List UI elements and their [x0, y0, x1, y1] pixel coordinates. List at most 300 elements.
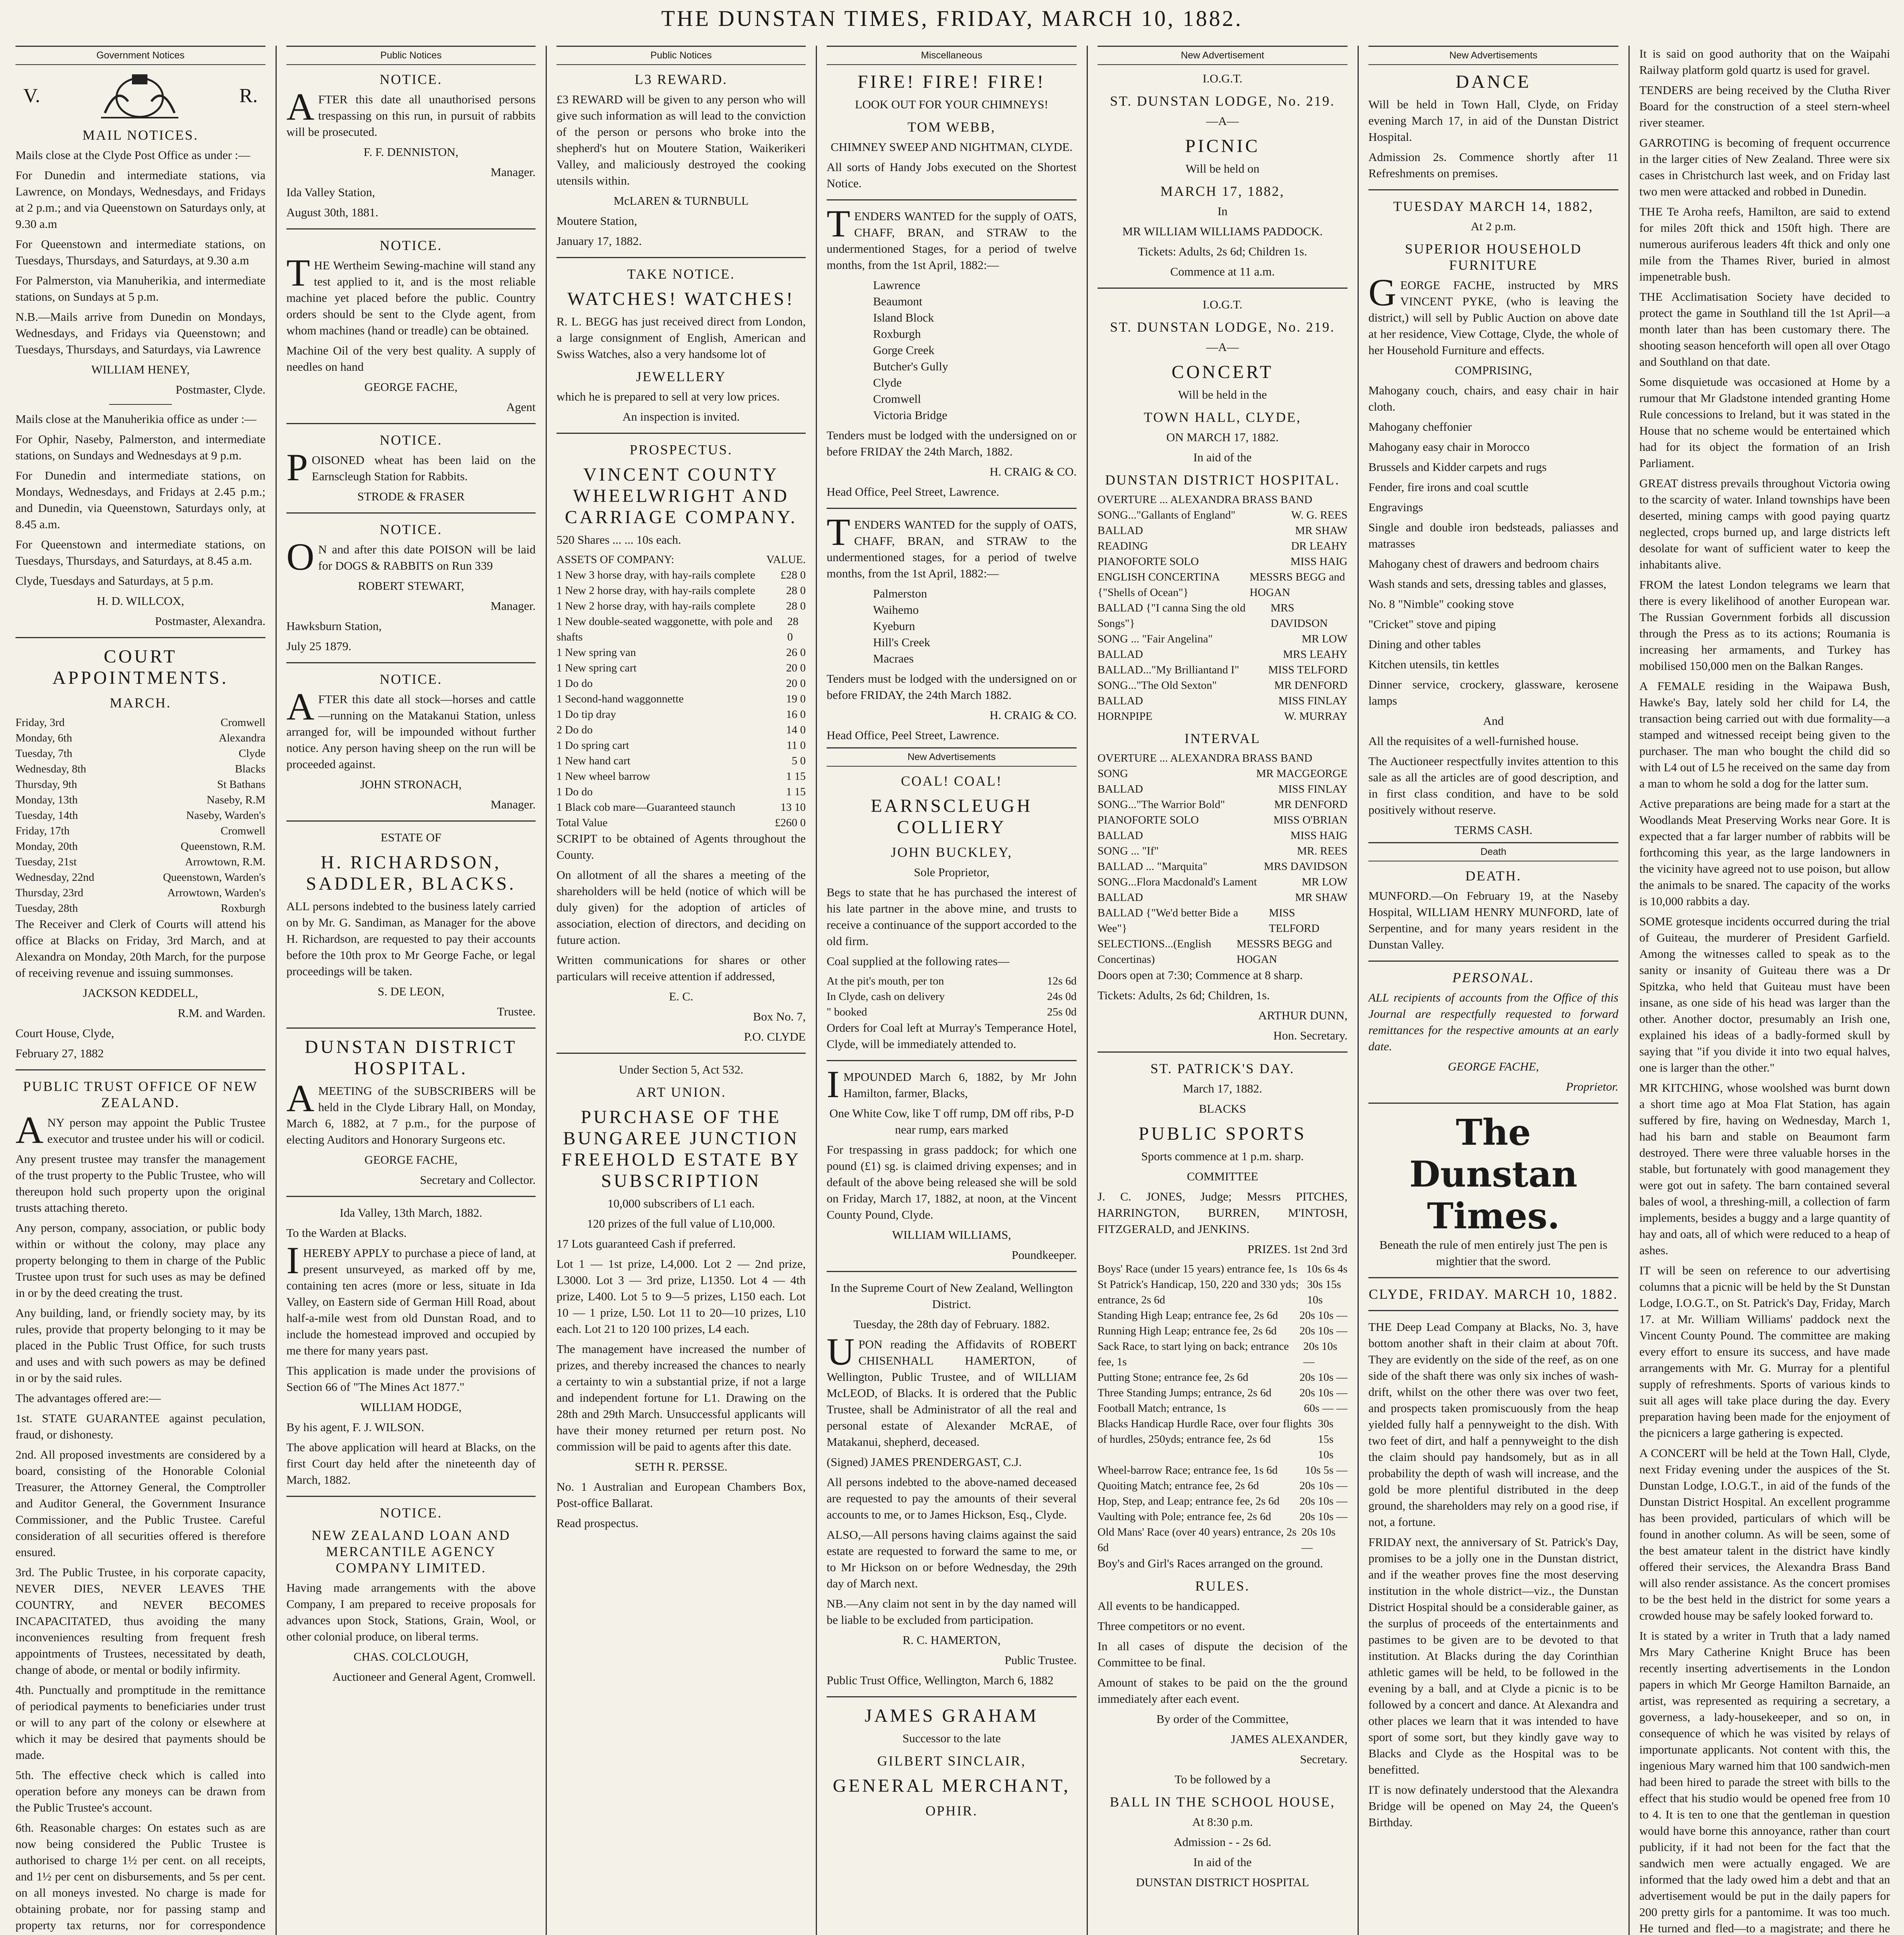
order-name: I.O.G.T.: [1202, 298, 1243, 311]
list-item: Engravings: [1368, 500, 1423, 514]
sports-event: Running High Leap; entrance fee, 2s 6d 20s 10s —: [1098, 1325, 1348, 1337]
art-union-heading: ART UNION.: [636, 1084, 726, 1100]
notice-heading: NOTICE.: [380, 238, 442, 253]
divider: [827, 508, 1077, 509]
paragraph: R. L. BEGG has just received direct from London, a large consignment of English, American and Swiss Watches, also a very handsome lot of: [556, 315, 806, 361]
divider: [827, 1271, 1077, 1272]
sports-event: Football Match; entrance, 1s 60s — —: [1098, 1402, 1348, 1414]
news-paragraph: A CONCERT will be held at the Town Hall, Clyde, next Friday evening under the auspices of the St. Dunstan Lodge, I.O.G.T., in aid of the funds of the Dunstan District Hospital. An excellent programme has been provided, particulars of which will be found in another column. As will be seen, some of the best amateur talent in the district have kindly offered their services, the Alexandra Brass Band will also render assistance. As the concert promises to be the best held in the district for some years a crowded house may be safely looked forward to.: [1639, 1446, 1890, 1622]
list-item: Butcher's Gully: [873, 360, 949, 373]
list-item: Gorge Creek: [873, 343, 935, 357]
court-row: Tuesday, 7th Clyde: [15, 747, 265, 760]
asset-row: 2 Do do 14 0: [556, 724, 806, 736]
divider: [15, 1069, 265, 1070]
signed: (Signed) JAMES PRENDERGAST, C.J.: [827, 1455, 1022, 1469]
proprietor-role: Sole Proprietor,: [914, 865, 990, 879]
signature-title: Manager.: [490, 798, 536, 811]
paragraph: The management have increased the number of prizes, and thereby increased the chances to nearly a certainty to win a substantial prize, if not a large and independent fortune for L1. Drawing on the 28th and 29th March. Unsuccessful applicants will have their money returned per return post. No commission will be paid to agents after this date.: [556, 1342, 806, 1453]
court-row: Monday, 6th Alexandra: [15, 732, 265, 744]
date: January 17, 1882.: [556, 234, 642, 248]
signature-title: Poundkeeper.: [1012, 1248, 1077, 1262]
list-item: Dining and other tables: [1368, 637, 1481, 651]
list-item: Victoria Bridge: [873, 408, 947, 422]
list-item: Macraes: [873, 652, 914, 665]
admission: Admission 2s. Commence shortly after 11 Refreshments on premises.: [1368, 150, 1618, 180]
paragraph: In aid of the: [1193, 450, 1252, 464]
picnic-heading: PICNIC: [1185, 136, 1260, 156]
royal-crest: [23, 70, 258, 121]
shares: 520 Shares ... ... 10s each.: [556, 533, 681, 546]
place: Hawksburn Station,: [286, 619, 382, 633]
divider: [827, 1696, 1077, 1697]
paragraph: £3 REWARD will be given to any person who will give such information as will lead to the conviction of the person or persons who broke into the shepherd's hut on Moutere Station, Waikerikeri Valley, and maliciously destroyed the cooking utensils within.: [556, 92, 806, 187]
paragraph: For trespassing in grass paddock; for which one pound (£1) sg. is claimed driving expenses; and in default of the above being released she will be sold on Friday, March 17, 1882, at noon, at the Vincent County Pound, Clyde.: [827, 1143, 1077, 1221]
asset-row: 1 New hand cart 5 0: [556, 755, 806, 767]
programme-part-2: [1098, 750, 1348, 967]
rule: Three competitors or no event.: [1098, 1619, 1245, 1633]
list-item: Mahogany chest of drawers and bedroom chairs: [1368, 557, 1599, 570]
hospital-name: DUNSTAN DISTRICT HOSPITAL: [1136, 1875, 1309, 1889]
signature-title: Manager.: [490, 165, 536, 179]
address: P.O. CLYDE: [744, 1030, 806, 1043]
list-item: Fender, fire irons and coal scuttle: [1368, 480, 1529, 494]
paragraph: For Queenstown and intermediate stations, on Tuesdays, Thursdays, and Saturdays, at 9.30 a.m: [15, 237, 265, 267]
admission: Admission - - 2s 6d.: [1173, 1835, 1272, 1849]
fire-heading: FIRE! FIRE! FIRE!: [858, 72, 1046, 92]
asset-row: 1 New spring cart 20 0: [556, 662, 806, 674]
news-paragraph: Active preparations are being made for a start at the Woodlands Meat Preserving Works near Gore. It is expected that a far larger number of rabbits will be forthcoming this year, as the large landowners in the vicinity have agreed not to use poison, but allow the animals to be snared. The capacity of the works is 10,000 rabbits a day.: [1639, 797, 1890, 908]
notice-heading: NOTICE.: [380, 671, 442, 687]
news-paragraph: GREAT distress prevails throughout Victoria owing to the scarcity of water. Inland townships have been deserted, mining camps with good paying quartz neglected, crops burned up, and large districts left desolate for want of sufficient water to keep the inhabitants alive.: [1639, 476, 1890, 571]
sweep-name: TOM WEBB,: [907, 119, 996, 135]
paragraph: Having made arrangements with the above Company, I am prepared to receive proposals for advances upon Stock, Stations, Grain, Wool, or other colonial produce, on liberal terms.: [286, 1581, 536, 1643]
place: BLACKS: [1199, 1102, 1247, 1115]
signature-title: Public Trustee.: [1004, 1653, 1077, 1667]
divider: [1368, 961, 1618, 962]
court-row: Monday, 13th Naseby, R.M: [15, 794, 265, 806]
trust-heading: PUBLIC TRUST OFFICE OF NEW ZEALAND.: [23, 1079, 258, 1110]
st-patricks-heading: ST. PATRICK'S DAY.: [1150, 1061, 1295, 1076]
paragraph: All sorts of Handy Jobs executed on the Shortest Notice.: [827, 160, 1077, 190]
paragraph: ALL persons indebted to the business lately carried on by Mr. G. Sandiman, as Manager for the above H. Richardson, are requested to pay their accounts before the 10th prox to Mr George Fache, or legal proceedings will be taken.: [286, 899, 536, 978]
divider: [286, 228, 536, 229]
paragraph: ALSO,—All persons having claims against the said estate are requested to forward the same to me, or to Mr Hickson on or before Wednesday, the 29th day of March next.: [827, 1528, 1077, 1590]
paragraph: For Queenstown and intermediate stations, on Tuesdays, Thursdays, and Saturdays, at 8.45 a.m.: [15, 538, 265, 567]
royal-arms-icon: [93, 70, 186, 121]
news-paragraph: It is stated by a writer in Truth that a lady named Mrs Mary Catherine Knight Bruce has been recently inserting advertisements in the London papers in which Mr George Hamilton Barnaide, an artist, was represented as requiring a secretary, a governess, a lady-housekeeper, and so on, in consequence of which he was visited by relays of importunate applicants. Not content with this, the ingenious Mary warned him that 100 sandwich-men had been hired to parade the street with bills to the effect that his studio would be opened free from 10 to 4. It is ten to one that the gentleman in question would have borne this annoyance, rather than court publicity, if it had not been for the fact that the sandwich men were actually engaged. We are informed that the lady owed him a debt and that an advertisement would be put in the daily papers for 200 pretty girls for a pantomime. It was too much. He turned and fled—to a magistrate; and there he: [1639, 1629, 1890, 1935]
section-header: Government Notices: [15, 46, 265, 65]
paragraph: And: [1483, 714, 1504, 728]
section-header: New Advertisement: [1098, 46, 1348, 65]
paragraph: All the requisites of a well-furnished house.: [1368, 734, 1579, 748]
list-item: Waihemo: [873, 603, 919, 616]
list-item: Roxburgh: [873, 327, 921, 341]
mail-notices-heading: MAIL NOTICES.: [82, 127, 199, 143]
sweep-trade: CHIMNEY SWEEP AND NIGHTMAN, CLYDE.: [830, 140, 1073, 154]
paragraph: Mails close at the Clyde Post Office as under :—: [15, 148, 250, 162]
signature: STRODE & FRASER: [357, 490, 465, 503]
paragraph: Clyde, Tuesdays and Saturdays, at 5 p.m.: [15, 574, 214, 587]
signature-title: Postmaster, Clyde.: [175, 383, 265, 396]
sports-events: [1098, 1261, 1348, 1555]
paragraph: Successor to the late: [902, 1731, 1001, 1745]
terms: TERMS CASH.: [1454, 823, 1532, 837]
editorial-paragraph: FRIDAY next, the anniversary of St. Patrick's Day, promises to be a jolly one in the Dunstan district, and if the weather proves fine the most deserving institution in the whole district—viz., the Dunstan District Hospital should be a considerable gainer, as the surplus of proceeds of the entertainments and pastimes to be given are to be devoted to that institution. At Blacks during the day Corinthian athletic games will be held, to be followed in the evening by a ball, and at Clyde a picnic is to be followed by a concert and dance. At Alexandra and other places we learn that it was intended to have sport of some sort, but they kindly gave way to Blacks and Clyde as the Hospital was to be benefitted.: [1368, 1535, 1618, 1776]
column-public-notices-2: [546, 46, 816, 1935]
programme-item: BALLAD {"We'd better Bide a Wee"} MISS TELFORD: [1098, 907, 1320, 935]
asset-row: 1 Black cob mare—Guaranteed staunch 13 10: [556, 801, 806, 813]
programme-part-1: [1098, 492, 1348, 724]
programme-item: BALLAD MISS FINLAY: [1098, 695, 1348, 707]
asset-row: 1 Do tip dray 16 0: [556, 708, 806, 721]
rule: In all cases of dispute the decision of the Committee to be final.: [1098, 1639, 1348, 1669]
programme-item: BALLAD {"I canna Sing the old Songs"} MRS DAVIDSON: [1098, 602, 1328, 630]
address: Head Office, Peel Street, Lawrence.: [827, 485, 1000, 498]
prize-lots: Lot 1 — 1st prize, L4,000. Lot 2 — 2nd prize, L3000. Lot 3 — 3rd prize, L1350. Lot 4 — 4th prize, L400. Lot 5 to 9—5 prizes, L150 each. Lot 10 — 1 prize, L50. Lot 11 to 20—10 prizes, L10 each. Lot 21 to 120 100 prizes, L4 each.: [556, 1257, 806, 1336]
estate-pre: ESTATE OF: [380, 831, 442, 844]
paragraph: Any present trustee may transfer the management of the trust property to the Public Trustee, who will thereupon hold such property upon the original trusts attaching thereto.: [15, 1152, 265, 1214]
court-row: Thursday, 23rd Arrowtown, Warden's: [15, 887, 265, 899]
sports-event: Vaulting with Pole; entrance fee, 2s 6d 20s 10s —: [1098, 1510, 1348, 1523]
crest-left: V.: [23, 84, 40, 107]
paragraph: The above application will heard at Blacks, on the first Court day held after the nineteenth day of March, 1882.: [286, 1440, 536, 1486]
court-heading: COURT APPOINTMENTS.: [52, 646, 229, 688]
programme-item: PIANOFORTE SOLO MISS HAIG: [1098, 555, 1348, 568]
commence-time: Sports commence at 1 p.m. sharp.: [1141, 1149, 1304, 1163]
signature-title: Agent: [506, 400, 536, 414]
list-item: Mahogany easy chair in Morocco: [1368, 440, 1530, 454]
section-header: Public Notices: [286, 46, 536, 65]
paragraph: TENDERS WANTED for the supply of OATS, CHAFF, BRAN, and STRAW to the undermentioned stages, for a period of twelve months, from the 1st April, 1882:—: [827, 510, 1077, 580]
paragraph: Orders for Coal left at Murray's Temperance Hotel, Clyde, will be immediately attended to.: [827, 1021, 1077, 1051]
column-new-advertisement: [1087, 46, 1358, 1935]
news-paragraph: IT will be seen on reference to our advertising columns that a picnic will be held by the St Dunstan Lodge, I.O.G.T., on St. Patrick's Day, Friday, March 17. at Mr. William Williams' paddock next the Vincent County Pound. The committee are making every effort to ensure its success, and have made arrangements with Mr. G. Murray for a plentiful supply of refreshments. Sports of various kinds to suit all ages will take place during the day. Every preparation having been made for the enjoyment of the picnicers a large gathering is expected.: [1639, 1264, 1890, 1440]
paragraph: 4th. Punctually and promptitude in the remittance of periodical payments to beneficiaries under trust or will to any part of the colony or elsewhere at which it may be desired that payments should be made.: [15, 1683, 265, 1762]
paragraph: Read prospectus.: [556, 1516, 639, 1530]
place: OPHIR.: [925, 1803, 978, 1819]
paragraph: AFTER this date all stock—horses and cattle—running on the Matakanui Station, unless arranged for, will be impounded without further notice. Any person having sheep on the run will be proceeded against.: [286, 685, 536, 771]
paragraph: ON and after this date POISON will be laid for DOGS & RABBITS on Run 339: [286, 535, 536, 578]
paragraph: 3rd. The Public Trustee, in his corporate capacity, NEVER DIES, NEVER LEAVES THE COUNTRY, and NEVER BECOMES INCAPACITATED, thus avoiding the many inconveniences resulting from frequent fresh appointments of Trustees, necessitated by death, change of abode, or mental or bodily infirmity.: [15, 1565, 265, 1676]
paragraph: Boy's and Girl's Races arranged on the ground.: [1098, 1557, 1323, 1570]
sports-event: Blacks Handicap Hurdle Race, over four flights of hurdles, 250yds; entrance fee, 2s 6d 30s 15s 10s: [1098, 1418, 1334, 1461]
court-row: Thursday, 9th St Bathans: [15, 778, 265, 791]
act-reference: Under Section 5, Act 532.: [618, 1063, 743, 1076]
address: Public Trust Office, Wellington, March 6, 1882: [827, 1673, 1054, 1687]
paragraph: N.B.—Mails arrive from Dunedin on Mondays, Wednesdays, and Fridays via Queenstown; and Tuesdays, Thursdays, and Saturdays, via Lawrence: [15, 310, 265, 356]
date: February 27, 1882: [15, 1046, 104, 1060]
dateline: CLYDE, FRIDAY. MARCH 10, 1882.: [1368, 1286, 1618, 1302]
notice-heading: NOTICE.: [380, 72, 442, 87]
signature: ROBERT STEWART,: [358, 579, 464, 592]
signature-title: R.M. and Warden.: [178, 1006, 265, 1020]
signature: WILLIAM HENEY,: [91, 363, 190, 376]
asset-row: 1 New spring van 26 0: [556, 646, 806, 659]
paragraph: By order of the Committee,: [1156, 1712, 1289, 1726]
paragraph: For Ophir, Naseby, Palmerston, and intermediate stations, on Sundays and Wednesdays at 9 p.m.: [15, 432, 265, 462]
stage-list: [827, 277, 1077, 423]
court-row: Tuesday, 28th Roxburgh: [15, 902, 265, 914]
sale-time: At 2 p.m.: [1471, 219, 1516, 233]
picnic-date: MARCH 17, 1882,: [1160, 183, 1285, 199]
interval-heading: INTERVAL: [1184, 731, 1261, 746]
tickets: Tickets: Adults, 2s 6d; Children, 1s.: [1098, 988, 1270, 1002]
paragraph: Will be held in the: [1178, 388, 1267, 401]
paragraph: An inspection is invited.: [622, 410, 740, 423]
section-header: Public Notices: [556, 46, 806, 65]
programme-item: OVERTURE ... ALEXANDRA BRASS BAND: [1098, 752, 1312, 764]
signature-title: Proprietor.: [1566, 1080, 1618, 1093]
address: Box No. 7,: [753, 1010, 806, 1023]
masthead-title: THE DUNSTAN TIMES, FRIDAY, MARCH 10, 1882.: [661, 6, 1243, 31]
programme-item: SONG..."The Warrior Bold" MR DENFORD: [1098, 798, 1348, 811]
list-item: Mahogany couch, chairs, and easy chair in hair cloth.: [1368, 384, 1618, 413]
commence-time: Commence at 11 a.m.: [1170, 265, 1275, 278]
asset-row: 1 New double-seated waggonette, with pole and shafts 28 0: [556, 615, 799, 643]
notice-heading: NOTICE.: [380, 432, 442, 448]
asset-row: 1 Do do 20 0: [556, 677, 806, 690]
divider: [827, 199, 1077, 200]
signature: H. CRAIG & CO.: [990, 708, 1077, 722]
sports-event: Wheel-barrow Race; entrance fee, 1s 6d 10s 5s —: [1098, 1464, 1348, 1476]
paragraph: Tenders must be lodged with the undersigned on or before FRIDAY the 24th March, 1882.: [827, 428, 1077, 458]
company-heading: NEW ZEALAND LOAN AND MERCANTILE AGENCY COMPANY LIMITED.: [311, 1527, 511, 1575]
sports-event: Sack Race, to start lying on back; entrance fee, 1s 20s 10s —: [1098, 1340, 1337, 1368]
news-paragraph: A FEMALE residing in the Waipawa Bush, Hawke's Bay, lately sold her child for L4, the transaction being carried out with due formality—a stamped and witnessed receipt being given to the purchaser. The man who bought the child did so with L4 out of L5 he received on the same day from a man to whom he sold a dog for the latter sum.: [1639, 679, 1890, 790]
divider: [286, 512, 536, 514]
newspaper-title: The Dunstan Times.: [1409, 1111, 1578, 1237]
paragraph: AMEETING of the SUBSCRIBERS will be held in the Clyde Library Hall, on Monday, March 6, 1882, at 7 p.m., for the purpose of electing Auditors and Honorary Surgeons etc.: [286, 1077, 536, 1146]
paragraph: IHEREBY APPLY to purchase a piece of land, at present unsurveyed, as marked off by me, containing ten acres (more or less, situate in Ida Valley, on Eastern side of German Hill Road, about half-a-mile west from old Dunstan Road, and to include the homestead improved and occupied by me there for many years past.: [286, 1239, 536, 1357]
paragraph: 5th. The effective check which is called into operation before any moneys can be drawn from the Public Trustee's account.: [15, 1768, 265, 1814]
programme-item: SONG ... "Fair Angelina" MR LOW: [1098, 633, 1348, 645]
date: July 25 1879.: [286, 639, 351, 653]
section-header: New Advertisements: [1368, 46, 1618, 65]
paragraph: MUNFORD.—On February 19, at the Naseby Hospital, WILLIAM HENRY MUNFORD, late of Serpentine, and for many years resident in the Dunstan Valley.: [1368, 889, 1618, 951]
assets-header: ASSETS OF COMPANY: VALUE.: [556, 553, 806, 566]
list-item: Lawrence: [873, 278, 921, 292]
paragraph: TENDERS WANTED for the supply of OATS, CHAFF, BRAN, and STRAW to the undermentioned Stages, for a period of twelve months, from the 1st April, 1882:—: [827, 202, 1077, 272]
programme-item: HORNPIPE W. MURRAY: [1098, 710, 1348, 723]
address: No. 1 Australian and European Chambers Box, Post-office Ballarat.: [556, 1480, 806, 1510]
paragraph: 6th. Reasonable charges: On estates such as are now being considered the Public Trustee is authorised to charge 1½ per cent. on all receipts, and 1½ per cent on disbursements, and 5s per cent. on all moneys invested. No charge is made for obtaining probate, nor for passing stamp and property tax returns, nor for correspondence: [15, 1821, 265, 1932]
asset-row: 1 Do spring cart 11 0: [556, 739, 806, 752]
divider: [286, 820, 536, 822]
programme-item: BALLAD MISS FINLAY: [1098, 783, 1348, 795]
divider: [1368, 1310, 1618, 1311]
programme-item: SONG MR MACGEORGE: [1098, 767, 1348, 780]
news-paragraph: Some disquietude was occasioned at Home by a rumour that Mr Gladstone intended granting Home Rule concessions to Ireland, but it was stated in the House that no scheme would be entertained which had for its object the formation of an Irish Parliament.: [1639, 375, 1890, 470]
signature: SETH R. PERSSE.: [635, 1460, 728, 1473]
programme-item: BALLAD MISS HAIG: [1098, 829, 1348, 842]
section-header: New Advertisements: [827, 747, 1077, 767]
paragraph: 17 Lots guaranteed Cash if preferred.: [556, 1237, 736, 1250]
list-item: "Cricket" stove and piping: [1368, 617, 1496, 631]
paragraph: GEORGE FACHE, instructed by MRS VINCENT PYKE, (who is leaving the district,) will sell by Public Auction on above date at her residence, View Cottage, Clyde, the whole of her Household Furniture and effects.: [1368, 271, 1618, 357]
paragraph: The advantages offered are:—: [15, 1391, 161, 1405]
signature-title: Hon. Secretary.: [1273, 1029, 1348, 1042]
paragraph: Mails close at the Manuherikia office as under :—: [15, 412, 257, 426]
paragraph: SCRIPT to be obtained of Agents throughout the County.: [556, 832, 806, 861]
sports-event: Three Standing Jumps; entrance, 2s 6d 20s 10s —: [1098, 1387, 1348, 1399]
divider: [109, 404, 172, 405]
programme-item: BALLAD..."My Brilliantand I" MISS TELFORD: [1098, 664, 1348, 676]
divider: [286, 1496, 536, 1497]
list-item: Palmerston: [873, 587, 927, 600]
asset-row: 1 New 3 horse dray, with hay-rails complete £28 0: [556, 569, 806, 581]
paragraph: UPON reading the Affidavits of ROBERT CHISENHALL HAMERTON, of Wellington, Public Trustee, and of WILLIAM McLEOD, of Blacks. It is ordered that the Public Trustee, shall be Administrator of all the real and personal estate of Alexander McRAE, of Matakanui, shepherd, deceased.: [827, 1330, 1077, 1449]
paragraph: All persons indebted to the above-named deceased are requested to pay the amounts of their several accounts to me, or to James Hickson, Esq., Clyde.: [827, 1475, 1077, 1521]
personal-heading: PERSONAL.: [1452, 970, 1534, 985]
column-government-notices: [5, 46, 276, 1935]
paragraph: Will be held on: [1185, 162, 1260, 175]
signature: JACKSON KEDDELL,: [83, 986, 198, 1000]
list-item: Wash stands and sets, dressing tables and glasses,: [1368, 577, 1606, 591]
colliery-heading: EARNSCLEUGH COLLIERY: [870, 796, 1032, 837]
signature: CHAS. COLCLOUGH,: [353, 1650, 469, 1663]
proprietor-name: JOHN BUCKLEY,: [890, 844, 1013, 860]
committee-members: J. C. JONES, Judge; Messrs PITCHES, HARRINGTON, BURREN, M'INTOSH, FITZGERALD, and JENKINS.: [1098, 1190, 1348, 1236]
coal-rate: In Clyde, cash on delivery 24s 0d: [827, 990, 1077, 1003]
paragraph: ALL recipients of accounts from the Office of this Journal are respectfully requested to forward remittances for the respective amounts at an early date.: [1368, 991, 1618, 1053]
estate-heading: H. RICHARDSON, SADDLER, BLACKS.: [306, 852, 516, 894]
divider: [556, 433, 806, 434]
paragraph: which he is prepared to sell at very low prices.: [556, 390, 780, 403]
paragraph: 1st. STATE GUARANTEE against peculation, fraud, or dishonesty.: [15, 1411, 265, 1441]
paragraph: On allotment of all the shares a meeting of the shareholders will be held (notice of which will be duly given) for the adoption of articles of association, election of directors, and deciding on future action.: [556, 868, 806, 947]
place: Ida Valley, 13th March, 1882.: [339, 1206, 483, 1219]
divider: [556, 1053, 806, 1054]
paragraph: In: [1217, 204, 1228, 218]
court-row: Tuesday, 14th Naseby, Warden's: [15, 809, 265, 822]
news-paragraph: MR KITCHING, whose woolshed was burnt down a short time ago at Moa Flat Station, has again suffered by fire, having on Wednesday, March 1, had his barn and stable on Beaumont farm destroyed. There were three valuable horses in the stable, but fortunately with good management they were got out in safety. The barn contained several bales of wool, a threshing-mill, a collection of farm implements, besides a buggy and a large quantity of hay and oats, all of which were reduced to a heap of ashes.: [1639, 1081, 1890, 1257]
paragraph: The Auctioneer respectfully invites attention to this sale as all the articles are of good description, and in first class condition, and have to be sold positively without reserve.: [1368, 754, 1618, 817]
signature-title: Secretary and Collector.: [420, 1173, 536, 1187]
paragraph: Any person, company, association, or public body within or without the colony, may place any property belonging to them in charge of the Public Trustee upon trust for such uses as may be defined in or by the deed creating the trust.: [15, 1221, 265, 1300]
list-item: Brussels and Kidder carpets and rugs: [1368, 460, 1547, 474]
rules-heading: RULES.: [1195, 1578, 1250, 1594]
divider: [15, 637, 265, 638]
masthead: [0, 0, 1904, 41]
prizes-header: PRIZES. 1st 2nd 3rd: [1247, 1242, 1348, 1256]
list-item: No. 8 "Nimble" cooking stove: [1368, 597, 1514, 611]
asset-row: 1 Do do 1 15: [556, 786, 806, 798]
hospital-name: DUNSTAN DISTRICT HOSPITAL.: [1105, 472, 1340, 488]
paragraph: For Dunedin and intermediate stations, on Mondays, Wednesdays, and Fridays at 2.45 p.m.; and Dunedin, via Queenstown, Saturdays only, at 8.45 a.m.: [15, 469, 265, 531]
editorial-paragraph: THE Deep Lead Company at Blacks, No. 3, have bottom another shaft in their claim at about 70ft. They are evidently on the side of the reef, as on one side of the shaft there was only six inches of wash-drift, whilst on the other there was over two feet, and prospects taken promiscuously from the heap yielded fully half a pennyweight to the dish. With two feet of dirt, and half a pennyweight to the dish the claim should pay handsomely, but as in all probability the depth of wash will increase, and the gold be more plentiful distributed in the deep ground, the shareholders may rely on a good rise, if not, a fortune.: [1368, 1320, 1618, 1529]
sports-heading: PUBLIC SPORTS: [1139, 1123, 1306, 1144]
news-paragraph: GARROTING is becoming of frequent occurrence in the larger cities of New Zealand. Three were six cases in Christchurch last week, and on Friday last two men were attacked and robbed in Dunedin.: [1639, 136, 1890, 198]
divider: [1368, 189, 1618, 190]
coal-rate: " booked 25s 0d: [827, 1006, 1077, 1018]
signature-title: Manager.: [490, 599, 536, 613]
court-row: Friday, 3rd Cromwell: [15, 716, 265, 729]
paragraph: Tenders must be lodged with the undersigned on or before FRIDAY, the 24th March 1882.: [827, 672, 1077, 702]
court-row: Wednesday, 8th Blacks: [15, 763, 265, 775]
address: To the Warden at Blacks.: [286, 1226, 407, 1240]
sports-event: St Patrick's Handicap, 150, 220 and 330 yds; entrance, 2s 6d 30s 15s 10s: [1098, 1278, 1341, 1306]
paragraph: 10,000 subscribers of L1 each.: [607, 1197, 755, 1210]
paragraph: AFTER this date all unauthorised persons trespassing on this run, in pursuit of rabbits will be prosecuted.: [286, 85, 536, 139]
rule: Amount of stakes to be paid on the the ground immediately after each event.: [1098, 1676, 1348, 1706]
concert-place: TOWN HALL, CLYDE,: [1144, 409, 1301, 425]
signature: GEORGE FACHE,: [364, 380, 458, 394]
place: Ida Valley Station,: [286, 185, 375, 199]
date: March 17, 1882.: [1183, 1082, 1262, 1095]
list-item: Kitchen utensils, tin kettles: [1368, 658, 1499, 671]
paragraph: Any building, land, or friendly society may, by its rules, provide that property belonging to it may be placed in the Public Trust Office, for such trusts and uses and with such powers as may be defined in or by the said rules.: [15, 1306, 265, 1385]
column-new-advertisements: [1358, 46, 1628, 1935]
list-item: Hill's Creek: [873, 635, 930, 649]
signature: JAMES ALEXANDER,: [1231, 1732, 1348, 1746]
paragraph: IMPOUNDED March 6, 1882, by Mr John Hamilton, farmer, Blacks,: [827, 1063, 1077, 1106]
divider: [1098, 1051, 1348, 1053]
graham-heading: JAMES GRAHAM: [865, 1706, 1039, 1726]
column-public-notices-1: [276, 46, 546, 1935]
jewellery-heading: JEWELLERY: [636, 369, 726, 384]
list-item: Beaumont: [873, 295, 923, 308]
asset-row: 1 Second-hand waggonnette 19 0: [556, 693, 806, 705]
list-item: Cromwell: [873, 392, 921, 406]
doors-open: Doors open at 7:30; Commence at 8 sharp.: [1098, 968, 1303, 982]
divider: [286, 423, 536, 424]
editorial-paragraph: IT is now definately understood that the Alexandra Bridge will be opened on May 24, the Queen's Birthday.: [1368, 1783, 1618, 1829]
news-paragraph: THE Acclimatisation Society have decided to protect the game in Southland till the 1st April—a month later than has been customary there. The shooting season henceforth will open all over Otago and Southland on that date.: [1639, 290, 1890, 368]
programme-item: PIANOFORTE SOLO MISS O'BRIAN: [1098, 814, 1348, 826]
signature-title: Trustee.: [497, 1005, 536, 1018]
ball-time: At 8:30 p.m.: [1192, 1815, 1253, 1829]
column-miscellaneous: [817, 46, 1087, 1935]
dance-heading: DANCE: [1455, 72, 1531, 92]
tickets: Tickets: Adults, 2s 6d; Children 1s.: [1138, 245, 1307, 258]
ball-heading: BALL IN THE SCHOOL HOUSE,: [1110, 1794, 1336, 1810]
notice-heading: TAKE NOTICE.: [627, 266, 735, 282]
place: Court House, Clyde,: [15, 1026, 114, 1040]
programme-item: SONG..."Gallants of England" W. G. REES: [1098, 509, 1348, 521]
signature: H. CRAIG & CO.: [990, 465, 1077, 478]
news-paragraph: FROM the latest London telegrams we learn that there is every likelihood of another European war. The Russian Government forbids all discussion through the Press as to its actions; Roumania is increasing her armaments, and Turkey has mobilised 150,000 men on the Balkan Ranges.: [1639, 578, 1890, 673]
programme-item: SELECTIONS...(English Concertinas) MESSRS BEGG and HOGAN: [1098, 938, 1332, 966]
paragraph: Coal supplied at the following rates—: [827, 954, 1010, 968]
court-rows: [15, 715, 265, 916]
paragraph: 120 prizes of the full value of L10,000.: [587, 1217, 776, 1230]
paragraph: ANY person may appoint the Public Trustee executor and trustee under his will or codicil.: [15, 1108, 265, 1151]
section-header: Miscellaneous: [827, 46, 1077, 65]
signature: E. C.: [669, 990, 693, 1003]
sports-event: Quoiting Match; entrance fee, 2s 6d 20s 10s —: [1098, 1480, 1348, 1492]
signature: WILLIAM WILLIAMS,: [892, 1228, 1011, 1241]
list-item: Dinner service, crockery, glassware, kerosene lamps: [1368, 678, 1618, 707]
divider: [1368, 1277, 1618, 1278]
lodge-name: ST. DUNSTAN LODGE, No. 219.: [1110, 93, 1335, 109]
paragraph: —A—: [1206, 114, 1239, 128]
watches-heading: WATCHES! WATCHES!: [567, 289, 795, 309]
programme-item: SONG...Flora Macdonald's Lament MR LOW: [1098, 876, 1348, 888]
column-news: [1629, 46, 1900, 1935]
signature: GEORGE FACHE,: [364, 1153, 458, 1166]
court-row: Friday, 17th Cromwell: [15, 825, 265, 837]
programme-item: OVERTURE ... ALEXANDRA BRASS BAND: [1098, 493, 1312, 506]
signature-title: Postmaster, Alexandra.: [155, 614, 265, 628]
programme-item: READING DR LEAHY: [1098, 540, 1348, 552]
motto: Beneath the rule of men entirely just The pen is mightier that the sword.: [1379, 1238, 1608, 1268]
court-row: Tuesday, 21st Arrowtown, R.M.: [15, 856, 265, 868]
paragraph: Written communications for shares or other particulars will receive attention if addressed,: [556, 953, 806, 983]
notice-heading: NOTICE.: [380, 1505, 442, 1521]
purchase-heading: PURCHASE OF THE BUNGAREE JUNCTION FREEHOLD ESTATE BY SUBSCRIPTION: [561, 1107, 801, 1191]
programme-item: BALLAD MR SHAW: [1098, 891, 1348, 904]
concert-date: ON MARCH 17, 1882.: [1166, 430, 1279, 444]
